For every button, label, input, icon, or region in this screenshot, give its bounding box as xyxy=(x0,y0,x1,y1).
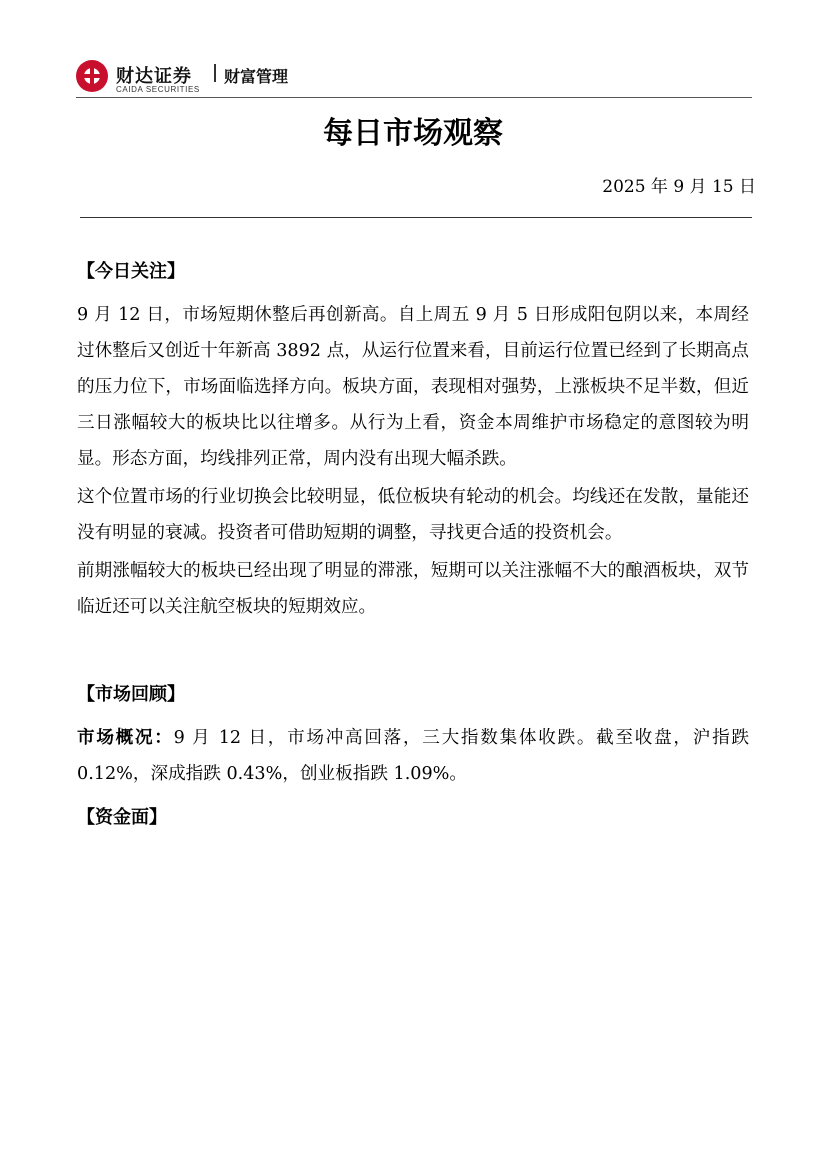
section-heading-funds: 【资金面】 xyxy=(77,807,167,828)
caida-logo-icon xyxy=(76,60,108,92)
page-header xyxy=(76,58,752,98)
focus-paragraph-3: 前期涨幅较大的板块已经出现了明显的滞涨，短期可以关注涨幅不大的酿酒板块，双节临近还可以关注航空板块的短期效应。 xyxy=(77,561,749,617)
header-divider xyxy=(76,97,752,98)
brand-subtitle: 财富管理 xyxy=(224,67,289,86)
report-body xyxy=(77,258,749,843)
section-heading-focus: 【今日关注】 xyxy=(77,261,185,282)
brand-separator xyxy=(214,64,216,82)
report-date: 2025 年 9 月 15 日 xyxy=(602,177,756,197)
section-heading-review: 【市场回顾】 xyxy=(77,684,185,705)
page-title: 每日市场观察 xyxy=(323,116,503,151)
focus-paragraph-1: 9 月 12 日，市场短期休整后再创新高。自上周五 9 月 5 日形成阳包阴以来，本周经过休整后又创近十年新高 3892 点，从运行位置来看，目前运行位置已经到了长期高点的压力位下，市场面临选择方向。板块方面，表现相对强势，上涨板块不足半数，但近三日涨幅较大的板块比以往增多。从行为上看，资金本周维护市场稳定的意图较为明显。形态方面，均线排列正常，周内没有出现大幅杀跌。 xyxy=(77,305,749,469)
title-divider xyxy=(80,217,752,218)
market-overview-text: 9 月 12 日，市场冲高回落，三大指数集体收跌。截至收盘，沪指跌 0.12%，深成指跌 0.43%，创业板指跌 1.09%。 xyxy=(77,728,749,784)
market-overview-label: 市场概况： xyxy=(77,728,174,748)
brand-name-en: CAIDA SECURITIES xyxy=(116,85,200,94)
market-overview xyxy=(77,720,749,792)
focus-paragraph-2: 这个位置市场的行业切换会比较明显，低位板块有轮动的机会。均线还在发散，量能还没有明显的衰减。投资者可借助短期的调整，寻找更合适的投资机会。 xyxy=(77,487,749,543)
brand-name-cn: 财达证券 xyxy=(116,66,192,87)
